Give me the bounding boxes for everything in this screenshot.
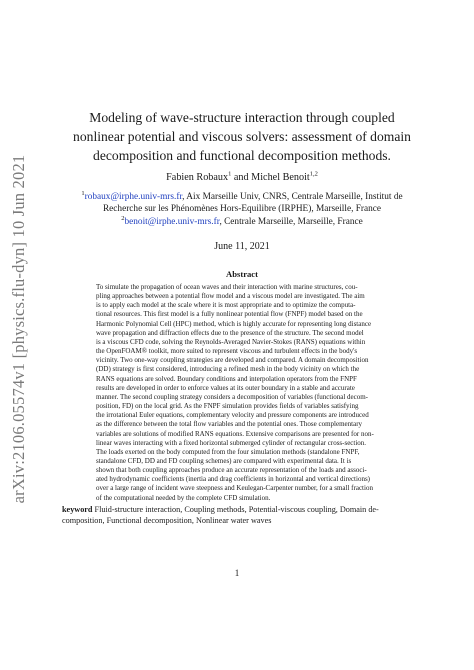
abstract-line: standalone CFD, DD and FD coupling schemes) are compared with experimental data. It is	[96, 456, 352, 465]
abstract-line: tional resources. This first model is a fully nonlinear potential flow (FNPF) model based on the	[96, 310, 363, 319]
abstract-line: of the computational needed by the complete CFD simulation.	[96, 493, 271, 502]
page-number: 1	[234, 568, 240, 578]
abstract-line: over a large range of incident wave steepness and Keulegan-Carpenter number, for a small fraction	[96, 484, 373, 493]
abstract-line: position, FD) on the local grid. As the FNPF simulation provides fields of variables satisfying	[96, 402, 359, 411]
abstract-line: (DD) strategy is first considered, introducing a refined mesh in the body vicinity on which the	[96, 365, 360, 374]
affiliation-text: , Centrale Marseille, Marseille, France	[219, 216, 363, 227]
author-second-affiliation-mark: 1,2	[309, 170, 318, 178]
author-list	[72, 172, 412, 183]
paper-title	[72, 108, 412, 165]
abstract-line: wave propagation and diffraction effects due to the presence of the structure. The second model	[96, 328, 364, 337]
abstract-line: The loads exerted on the body computed from the four simulation methods (standalone FNPF,	[96, 447, 360, 456]
keywords-line-1	[62, 505, 422, 516]
abstract-body	[96, 283, 393, 503]
affiliation-line-3	[60, 216, 424, 228]
author-first: Fabien Robaux	[166, 172, 229, 183]
abstract-line: results are developed in order to enforce values at its outer boundary in a stable and accurate	[96, 383, 355, 392]
affiliation-line-1	[60, 191, 424, 203]
email-link-robaux[interactable]: robaux@irphe.univ-mrs.fr	[84, 192, 183, 202]
abstract-line: as the difference between the total flow variables and the potential ones. Those complementary	[96, 420, 363, 429]
keywords-text: Fluid-structure interaction, Coupling methods, Potential-viscous coupling, Domain de-	[92, 505, 379, 514]
author-first-affiliation-mark: 1	[228, 170, 232, 178]
abstract-line: vicinity. Two one-way coupling strategies are developed and compared. A domain decomposition	[96, 356, 369, 365]
title-line: Modeling of wave-structure interaction through coupled	[89, 110, 395, 125]
title-line: nonlinear potential and viscous solvers: assessment of domain	[73, 129, 411, 144]
arxiv-identifier-stamp: arXiv:2106.05574v1 [physics.flu-dyn] 10 Jun 2021	[9, 154, 28, 504]
abstract-line: is to apply each model at the scale where it is most appropriate and to optimize the computa-	[96, 301, 356, 310]
title-line: decomposition and functional decomposition methods.	[93, 148, 391, 163]
keywords-label: keyword	[62, 505, 93, 514]
abstract-line: RANS equations are solved. Boundary conditions and interpolation operators from the FNPF	[96, 374, 357, 383]
abstract-line: manner. The second coupling strategy considers a decomposition of variables (functional decom-	[96, 392, 369, 401]
abstract-line: ated hydrodynamic coefficients (inertia and drag coefficients in horizontal and vertical directions)	[96, 475, 370, 484]
affiliation-text: , Aix Marseille Univ, CNRS, Centrale Marseille, Institut de	[182, 192, 403, 202]
abstract-line: shown that both coupling approaches produce an accurate representation of the loads and associ-	[96, 466, 367, 475]
abstract-line: To simulate the propagation of ocean waves and their interaction with marine structures, cou-	[96, 283, 358, 291]
publication-date: June 11, 2021	[214, 241, 270, 252]
affiliations	[60, 191, 424, 228]
affiliation-line-2: Recherche sur les Phénomènes Hors-Equilibre (IRPHE), Marseille, France	[102, 204, 382, 215]
keywords-line-2: composition, Functional decomposition, Nonlinear water waves	[62, 515, 272, 525]
abstract-line: variables are solutions of modified RANS equations. Extensive comparisons are presented for non-	[96, 429, 374, 438]
affiliation-mark-1: 1	[81, 189, 85, 197]
author-second: and Michel Benoit	[231, 172, 310, 183]
abstract-line: the irrotational Euler equations, complementary velocity and pressure components are introduced	[96, 411, 369, 420]
keywords-block	[62, 505, 422, 526]
abstract-heading: Abstract	[226, 269, 258, 279]
abstract-line: Harmonic Polynomial Cell (HPC) method, which is highly accurate for representing long distance	[96, 319, 372, 328]
affiliation-mark-2: 2	[121, 214, 125, 222]
abstract-line: pling approaches between a potential flow model and a viscous model are investigated. The aim	[96, 292, 365, 301]
abstract-line: linear waves interacting with a fixed horizontal submerged cylinder of rectangular cross-section.	[96, 438, 367, 447]
abstract-line: the OpenFOAM® toolkit, more suited to represent viscous and turbulent effects in the body's	[96, 347, 358, 356]
abstract-line: is a viscous CFD code, solving the Reynolds-Averaged Navier-Stokes (RANS) equations within	[96, 337, 366, 346]
email-link-benoit[interactable]: benoit@irphe.univ-mrs.fr	[124, 216, 220, 227]
